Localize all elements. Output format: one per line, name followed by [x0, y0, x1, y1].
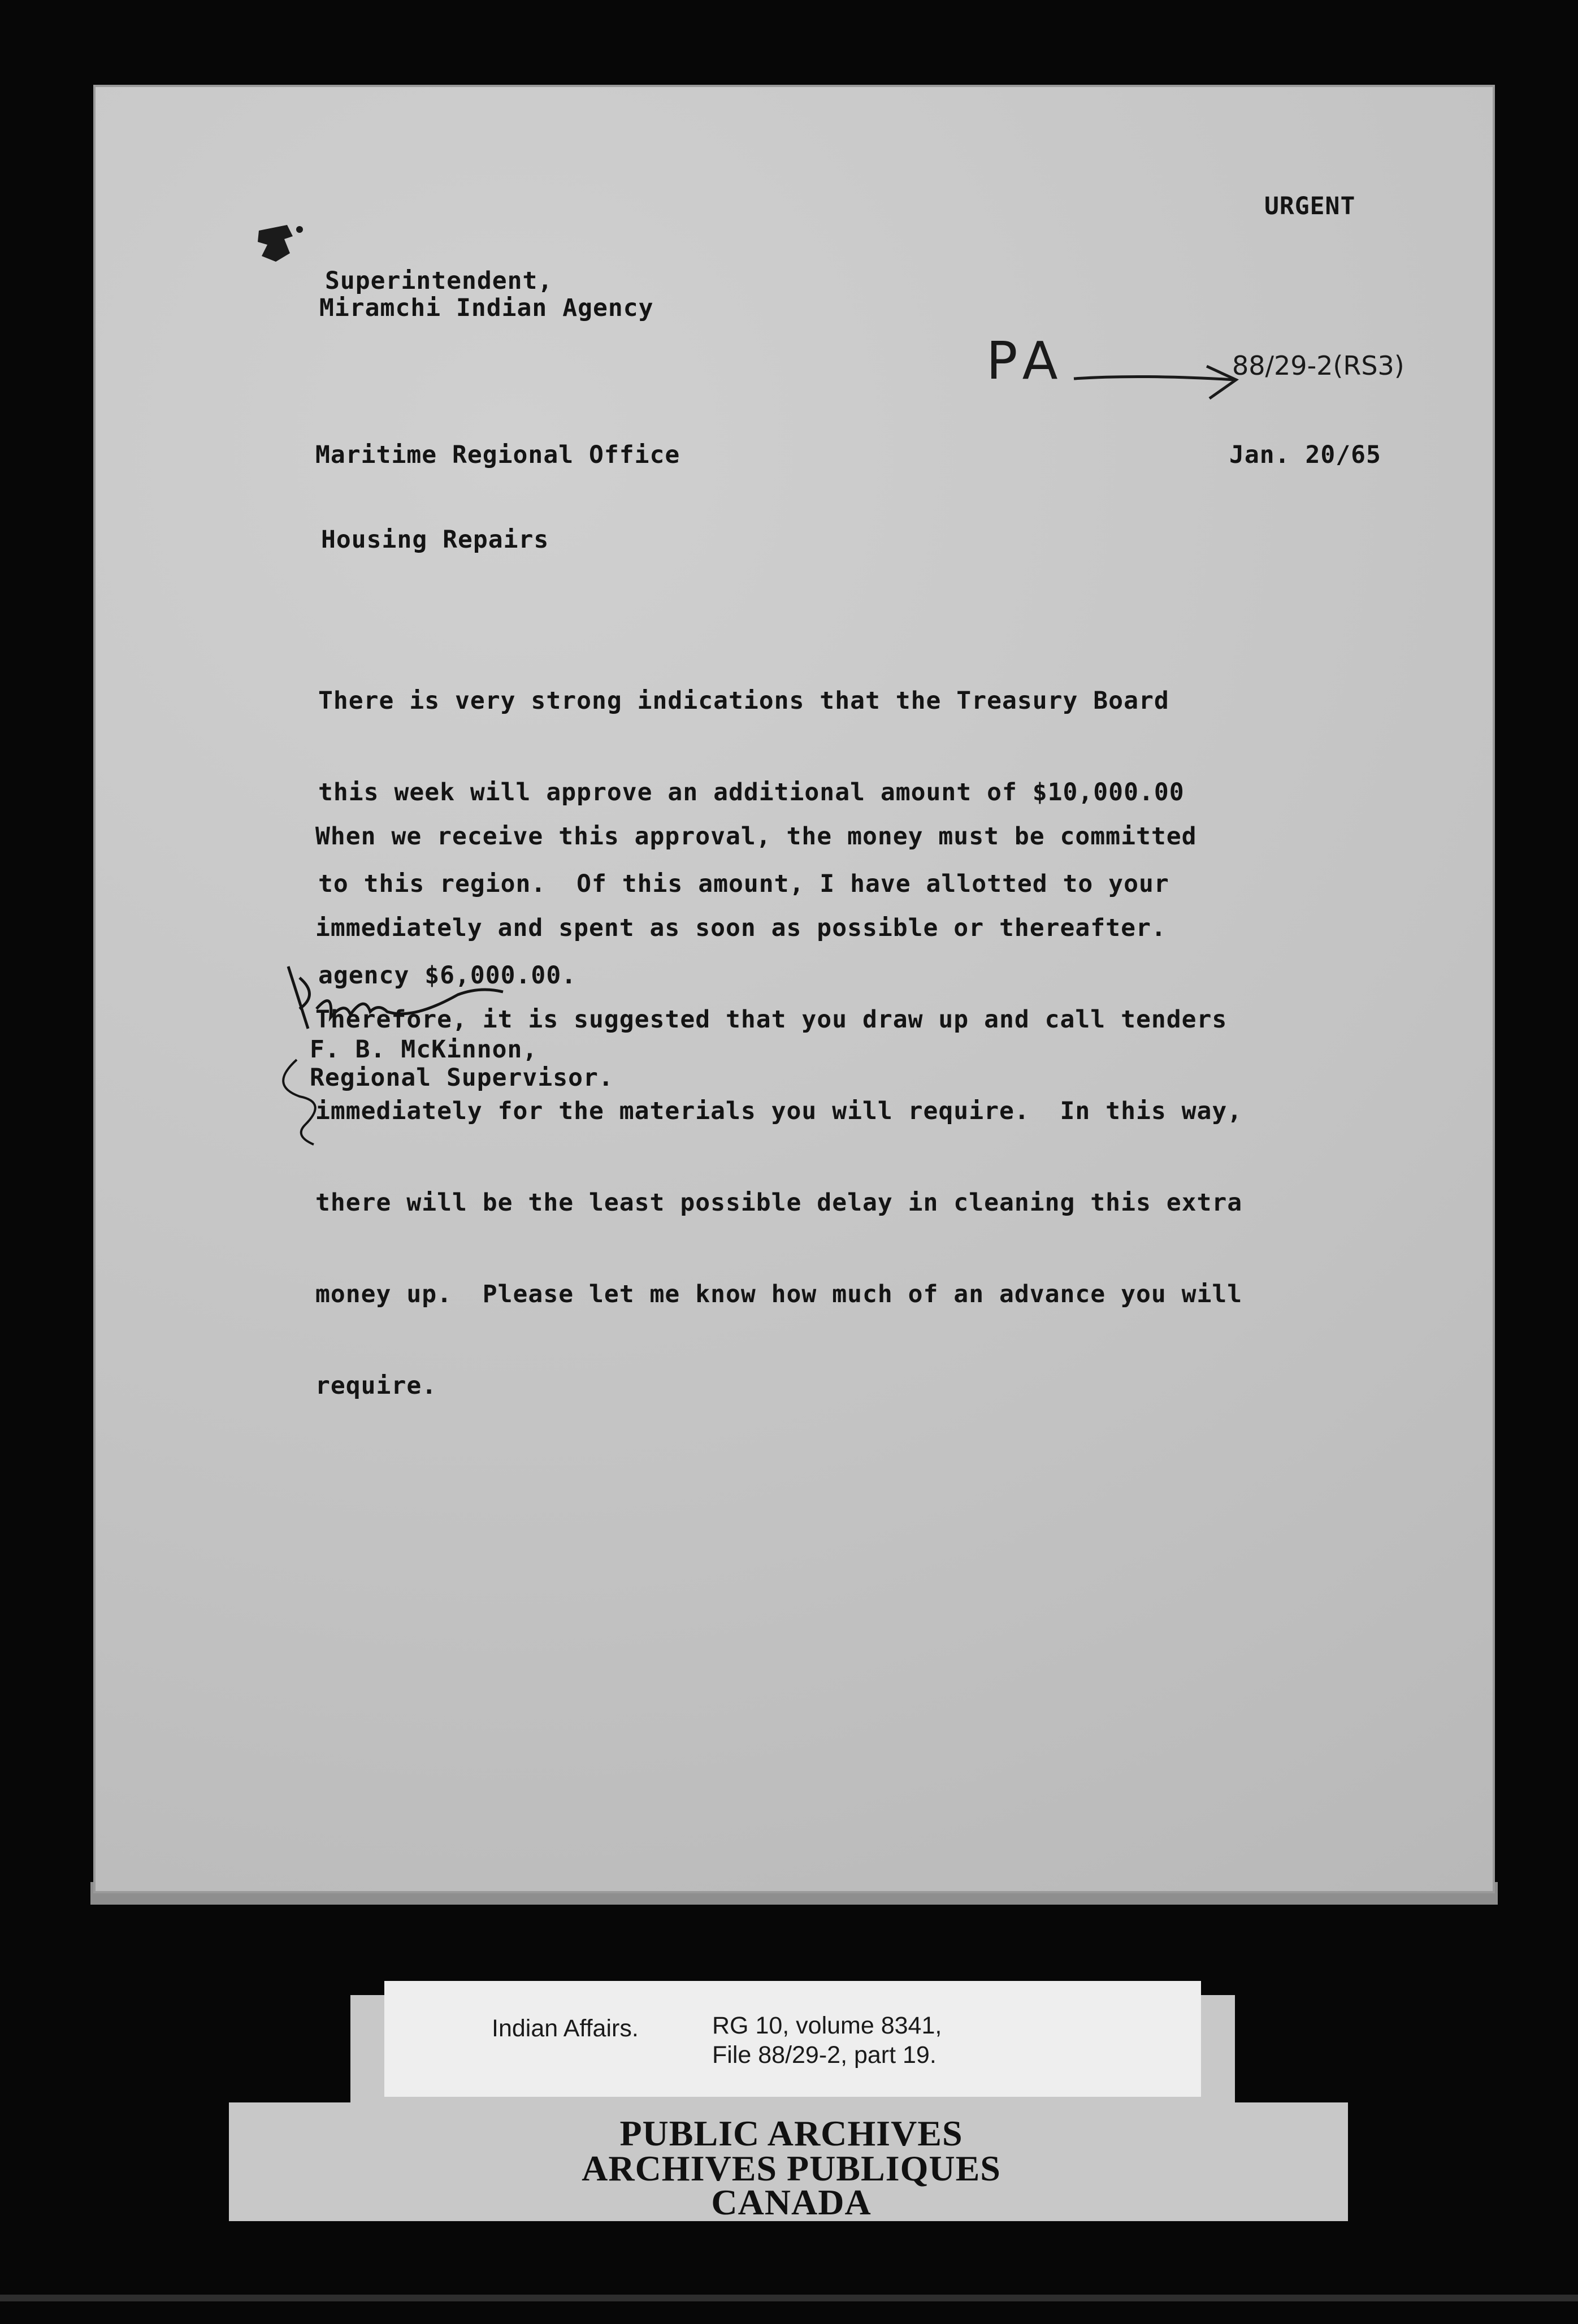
letter-date: Jan. 20/65 [1229, 441, 1381, 469]
paragraph-2-line: there will be the least possible delay in cleaning this extra [315, 1189, 1243, 1217]
label-holder-notch-right [1235, 1995, 1348, 2102]
annotation-arrow-icon [1071, 350, 1246, 407]
paragraph-1-line: to this region. Of this amount, I have allotted to your [318, 870, 1169, 898]
sender-office: Maritime Regional Office [315, 441, 680, 469]
paragraph-2-line: immediately and spent as soon as possible or thereafter. [315, 914, 1167, 942]
paragraph-2-line: immediately for the materials you will require. In this way, [315, 1097, 1243, 1125]
recipient-line-1: Superintendent, [325, 267, 553, 295]
film-bottom-strip [0, 2295, 1578, 2301]
archive-reference-line-1: RG 10, volume 8341, [712, 2012, 942, 2039]
archive-stamp-line-1: PUBLIC ARCHIVES [619, 2113, 963, 2153]
archive-reference-line-2: File 88/29-2, part 19. [712, 2041, 937, 2069]
archive-stamp-line-3: CANADA [711, 2182, 872, 2222]
signatory-title: Regional Supervisor. [310, 1064, 614, 1092]
paragraph-2-line: Therefore, it is suggested that you draw up and call tenders [315, 1005, 1228, 1034]
label-holder-notch-left [229, 1995, 350, 2102]
signatory-name: F. B. McKinnon, [310, 1035, 538, 1064]
paragraph-1-line: this week will approve an additional amount of $10,000.00 [318, 778, 1185, 807]
paragraph-1-line: agency $6,000.00. [318, 961, 577, 990]
paragraph-2-line: require. [315, 1372, 437, 1400]
paragraph-1-line: There is very strong indications that the Treasury Board [318, 687, 1169, 715]
paragraph-2-line: money up. Please let me know how much of an advance you will [315, 1280, 1243, 1308]
archive-department: Indian Affairs. [492, 2015, 639, 2042]
archive-stamp-line-2: ARCHIVES PUBLIQUES [582, 2148, 1001, 2188]
file-reference-annotation: 88/29-2(RS3) [1232, 350, 1404, 381]
recipient-line-2: Miramchi Indian Agency [319, 294, 654, 322]
paragraph-2-line: When we receive this approval, the money must be committed [315, 822, 1197, 851]
file-annotation-initials: PA [986, 331, 1066, 391]
priority-label: URGENT [1264, 192, 1356, 220]
subject-line: Housing Repairs [321, 526, 549, 554]
ink-blot-mark [253, 219, 304, 270]
